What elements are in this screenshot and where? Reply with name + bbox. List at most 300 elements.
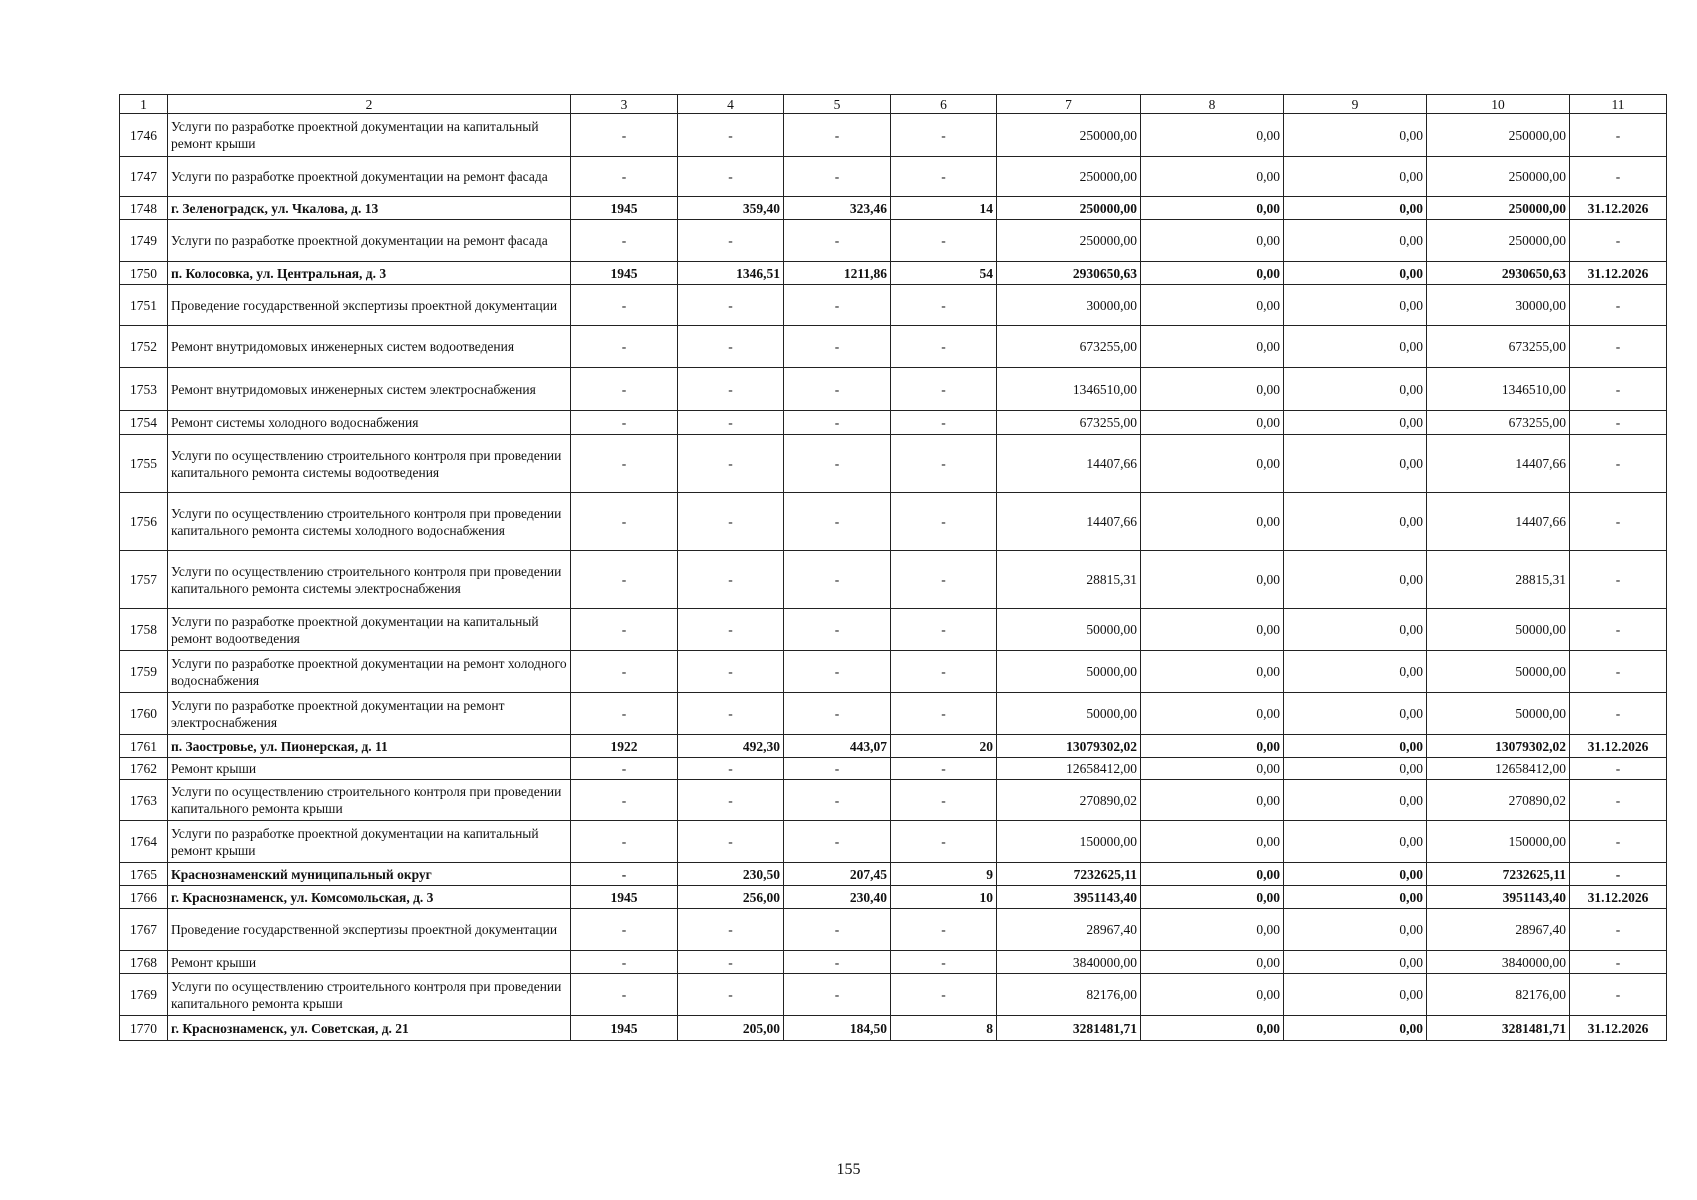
- item-name-cell: Услуги по разработке проектной документации на ремонт фасада: [168, 220, 571, 262]
- regional-funds-cell: 0,00: [1284, 197, 1427, 220]
- item-name-cell: Ремонт внутридомовых инженерных систем водоотведения: [168, 326, 571, 368]
- living-area-cell: -: [784, 651, 891, 693]
- completion-date-cell: -: [1570, 758, 1667, 780]
- residents-cell: -: [891, 220, 997, 262]
- year-cell: -: [571, 114, 678, 157]
- total-area-cell: -: [678, 411, 784, 435]
- federal-funds-cell: 0,00: [1141, 974, 1284, 1016]
- owner-funds-cell: 14407,66: [1427, 493, 1570, 551]
- item-name-cell: г. Краснознаменск, ул. Советская, д. 21: [168, 1016, 571, 1041]
- row-number-cell: 1763: [120, 780, 168, 821]
- item-name-cell: Ремонт внутридомовых инженерных систем электроснабжения: [168, 368, 571, 411]
- year-cell: -: [571, 780, 678, 821]
- regional-funds-cell: 0,00: [1284, 974, 1427, 1016]
- owner-funds-cell: 250000,00: [1427, 197, 1570, 220]
- regional-funds-cell: 0,00: [1284, 735, 1427, 758]
- row-number-cell: 1746: [120, 114, 168, 157]
- table-row: [120, 262, 1667, 285]
- owner-funds-cell: 3840000,00: [1427, 951, 1570, 974]
- total-area-cell: -: [678, 693, 784, 735]
- total-cost-cell: 250000,00: [997, 220, 1141, 262]
- total-area-cell: 256,00: [678, 886, 784, 909]
- item-name-cell: г. Зеленоградск, ул. Чкалова, д. 13: [168, 197, 571, 220]
- column-header-cell: 2: [168, 95, 571, 114]
- completion-date-cell: -: [1570, 326, 1667, 368]
- column-header-cell: 6: [891, 95, 997, 114]
- living-area-cell: 230,40: [784, 886, 891, 909]
- owner-funds-cell: 150000,00: [1427, 821, 1570, 863]
- living-area-cell: -: [784, 974, 891, 1016]
- federal-funds-cell: 0,00: [1141, 368, 1284, 411]
- row-number-cell: 1769: [120, 974, 168, 1016]
- year-cell: 1945: [571, 262, 678, 285]
- row-number-cell: 1766: [120, 886, 168, 909]
- living-area-cell: 184,50: [784, 1016, 891, 1041]
- total-area-cell: 492,30: [678, 735, 784, 758]
- regional-funds-cell: 0,00: [1284, 368, 1427, 411]
- row-number-cell: 1767: [120, 909, 168, 951]
- total-cost-cell: 150000,00: [997, 821, 1141, 863]
- item-name-cell: Ремонт системы холодного водоснабжения: [168, 411, 571, 435]
- total-area-cell: -: [678, 821, 784, 863]
- regional-funds-cell: 0,00: [1284, 220, 1427, 262]
- total-area-cell: -: [678, 609, 784, 651]
- total-area-cell: -: [678, 220, 784, 262]
- table-row: [120, 693, 1667, 735]
- year-cell: -: [571, 220, 678, 262]
- table-row: [120, 493, 1667, 551]
- total-cost-cell: 3281481,71: [997, 1016, 1141, 1041]
- item-name-cell: Услуги по осуществлению строительного контроля при проведении капитального ремонта системы холодного водоснабжения: [168, 493, 571, 551]
- year-cell: 1945: [571, 886, 678, 909]
- residents-cell: -: [891, 609, 997, 651]
- year-cell: -: [571, 974, 678, 1016]
- year-cell: -: [571, 651, 678, 693]
- completion-date-cell: -: [1570, 863, 1667, 886]
- completion-date-cell: -: [1570, 285, 1667, 326]
- residents-cell: -: [891, 974, 997, 1016]
- residents-cell: -: [891, 693, 997, 735]
- total-cost-cell: 673255,00: [997, 326, 1141, 368]
- federal-funds-cell: 0,00: [1141, 609, 1284, 651]
- total-cost-cell: 3840000,00: [997, 951, 1141, 974]
- table-row: [120, 951, 1667, 974]
- residents-cell: -: [891, 821, 997, 863]
- living-area-cell: -: [784, 951, 891, 974]
- completion-date-cell: -: [1570, 368, 1667, 411]
- total-cost-cell: 14407,66: [997, 493, 1141, 551]
- total-area-cell: -: [678, 951, 784, 974]
- item-name-cell: Услуги по разработке проектной документации на капитальный ремонт водоотведения: [168, 609, 571, 651]
- total-cost-cell: 82176,00: [997, 974, 1141, 1016]
- table-row: [120, 651, 1667, 693]
- living-area-cell: -: [784, 693, 891, 735]
- item-name-cell: г. Краснознаменск, ул. Комсомольская, д. 3: [168, 886, 571, 909]
- table-row: [120, 326, 1667, 368]
- row-number-cell: 1770: [120, 1016, 168, 1041]
- row-number-cell: 1751: [120, 285, 168, 326]
- residents-cell: -: [891, 909, 997, 951]
- total-cost-cell: 7232625,11: [997, 863, 1141, 886]
- living-area-cell: 207,45: [784, 863, 891, 886]
- federal-funds-cell: 0,00: [1141, 1016, 1284, 1041]
- living-area-cell: 443,07: [784, 735, 891, 758]
- completion-date-cell: -: [1570, 974, 1667, 1016]
- regional-funds-cell: 0,00: [1284, 780, 1427, 821]
- year-cell: -: [571, 909, 678, 951]
- total-area-cell: 205,00: [678, 1016, 784, 1041]
- year-cell: -: [571, 326, 678, 368]
- regional-funds-cell: 0,00: [1284, 693, 1427, 735]
- item-name-cell: п. Заостровье, ул. Пионерская, д. 11: [168, 735, 571, 758]
- federal-funds-cell: 0,00: [1141, 435, 1284, 493]
- completion-date-cell: -: [1570, 651, 1667, 693]
- total-area-cell: -: [678, 326, 784, 368]
- completion-date-cell: -: [1570, 220, 1667, 262]
- residents-cell: -: [891, 114, 997, 157]
- residents-cell: -: [891, 758, 997, 780]
- table-row: [120, 909, 1667, 951]
- residents-cell: 20: [891, 735, 997, 758]
- owner-funds-cell: 50000,00: [1427, 651, 1570, 693]
- total-cost-cell: 2930650,63: [997, 262, 1141, 285]
- column-header-cell: 11: [1570, 95, 1667, 114]
- table-row: [120, 368, 1667, 411]
- table-row: [120, 821, 1667, 863]
- item-name-cell: Проведение государственной экспертизы проектной документации: [168, 909, 571, 951]
- federal-funds-cell: 0,00: [1141, 197, 1284, 220]
- living-area-cell: 1211,86: [784, 262, 891, 285]
- completion-date-cell: 31.12.2026: [1570, 735, 1667, 758]
- row-number-cell: 1756: [120, 493, 168, 551]
- year-cell: -: [571, 551, 678, 609]
- owner-funds-cell: 50000,00: [1427, 609, 1570, 651]
- table-row: [120, 197, 1667, 220]
- completion-date-cell: -: [1570, 157, 1667, 197]
- table-row: [120, 114, 1667, 157]
- federal-funds-cell: 0,00: [1141, 411, 1284, 435]
- column-header-cell: 10: [1427, 95, 1570, 114]
- total-cost-cell: 12658412,00: [997, 758, 1141, 780]
- total-cost-cell: 30000,00: [997, 285, 1141, 326]
- total-area-cell: -: [678, 493, 784, 551]
- residents-cell: -: [891, 780, 997, 821]
- completion-date-cell: -: [1570, 609, 1667, 651]
- regional-funds-cell: 0,00: [1284, 411, 1427, 435]
- item-name-cell: Услуги по разработке проектной документации на ремонт фасада: [168, 157, 571, 197]
- living-area-cell: -: [784, 157, 891, 197]
- item-name-cell: Краснознаменский муниципальный округ: [168, 863, 571, 886]
- total-area-cell: -: [678, 551, 784, 609]
- column-header-cell: 4: [678, 95, 784, 114]
- total-area-cell: -: [678, 974, 784, 1016]
- completion-date-cell: -: [1570, 951, 1667, 974]
- year-cell: -: [571, 493, 678, 551]
- federal-funds-cell: 0,00: [1141, 758, 1284, 780]
- total-area-cell: -: [678, 435, 784, 493]
- table-row: [120, 863, 1667, 886]
- living-area-cell: -: [784, 326, 891, 368]
- year-cell: 1922: [571, 735, 678, 758]
- year-cell: -: [571, 609, 678, 651]
- item-name-cell: Услуги по осуществлению строительного контроля при проведении капитального ремонта системы электроснабжения: [168, 551, 571, 609]
- column-header-cell: 9: [1284, 95, 1427, 114]
- total-cost-cell: 28815,31: [997, 551, 1141, 609]
- item-name-cell: п. Колосовка, ул. Центральная, д. 3: [168, 262, 571, 285]
- federal-funds-cell: 0,00: [1141, 886, 1284, 909]
- year-cell: -: [571, 951, 678, 974]
- federal-funds-cell: 0,00: [1141, 551, 1284, 609]
- federal-funds-cell: 0,00: [1141, 114, 1284, 157]
- regional-funds-cell: 0,00: [1284, 651, 1427, 693]
- row-number-cell: 1762: [120, 758, 168, 780]
- regional-funds-cell: 0,00: [1284, 262, 1427, 285]
- row-number-cell: 1748: [120, 197, 168, 220]
- row-number-cell: 1761: [120, 735, 168, 758]
- federal-funds-cell: 0,00: [1141, 863, 1284, 886]
- row-number-cell: 1753: [120, 368, 168, 411]
- living-area-cell: -: [784, 114, 891, 157]
- year-cell: -: [571, 368, 678, 411]
- year-cell: -: [571, 693, 678, 735]
- federal-funds-cell: 0,00: [1141, 285, 1284, 326]
- federal-funds-cell: 0,00: [1141, 220, 1284, 262]
- item-name-cell: Ремонт крыши: [168, 951, 571, 974]
- item-name-cell: Услуги по осуществлению строительного контроля при проведении капитального ремонта крыши: [168, 974, 571, 1016]
- living-area-cell: 323,46: [784, 197, 891, 220]
- table-row: [120, 411, 1667, 435]
- total-cost-cell: 250000,00: [997, 114, 1141, 157]
- year-cell: -: [571, 863, 678, 886]
- owner-funds-cell: 13079302,02: [1427, 735, 1570, 758]
- owner-funds-cell: 28967,40: [1427, 909, 1570, 951]
- row-number-cell: 1757: [120, 551, 168, 609]
- row-number-cell: 1755: [120, 435, 168, 493]
- completion-date-cell: -: [1570, 693, 1667, 735]
- completion-date-cell: -: [1570, 551, 1667, 609]
- regional-funds-cell: 0,00: [1284, 821, 1427, 863]
- owner-funds-cell: 1346510,00: [1427, 368, 1570, 411]
- regional-funds-cell: 0,00: [1284, 326, 1427, 368]
- residents-cell: -: [891, 326, 997, 368]
- column-header-cell: 8: [1141, 95, 1284, 114]
- item-name-cell: Ремонт крыши: [168, 758, 571, 780]
- living-area-cell: -: [784, 609, 891, 651]
- total-cost-cell: 28967,40: [997, 909, 1141, 951]
- living-area-cell: -: [784, 285, 891, 326]
- residents-cell: -: [891, 285, 997, 326]
- year-cell: -: [571, 157, 678, 197]
- total-cost-cell: 50000,00: [997, 609, 1141, 651]
- row-number-cell: 1750: [120, 262, 168, 285]
- year-cell: -: [571, 435, 678, 493]
- row-number-cell: 1759: [120, 651, 168, 693]
- owner-funds-cell: 270890,02: [1427, 780, 1570, 821]
- completion-date-cell: -: [1570, 780, 1667, 821]
- completion-date-cell: -: [1570, 909, 1667, 951]
- regional-funds-cell: 0,00: [1284, 1016, 1427, 1041]
- living-area-cell: -: [784, 435, 891, 493]
- completion-date-cell: -: [1570, 493, 1667, 551]
- residents-cell: 14: [891, 197, 997, 220]
- owner-funds-cell: 14407,66: [1427, 435, 1570, 493]
- living-area-cell: -: [784, 909, 891, 951]
- owner-funds-cell: 250000,00: [1427, 220, 1570, 262]
- year-cell: -: [571, 411, 678, 435]
- regional-funds-cell: 0,00: [1284, 909, 1427, 951]
- year-cell: 1945: [571, 1016, 678, 1041]
- residents-cell: 9: [891, 863, 997, 886]
- table-row: [120, 609, 1667, 651]
- owner-funds-cell: 673255,00: [1427, 411, 1570, 435]
- regional-funds-cell: 0,00: [1284, 609, 1427, 651]
- total-cost-cell: 14407,66: [997, 435, 1141, 493]
- federal-funds-cell: 0,00: [1141, 157, 1284, 197]
- total-cost-cell: 13079302,02: [997, 735, 1141, 758]
- table-row: [120, 157, 1667, 197]
- federal-funds-cell: 0,00: [1141, 262, 1284, 285]
- column-header-cell: 1: [120, 95, 168, 114]
- federal-funds-cell: 0,00: [1141, 821, 1284, 863]
- regional-funds-cell: 0,00: [1284, 863, 1427, 886]
- table-row: [120, 551, 1667, 609]
- total-area-cell: -: [678, 651, 784, 693]
- row-number-cell: 1752: [120, 326, 168, 368]
- federal-funds-cell: 0,00: [1141, 326, 1284, 368]
- row-number-cell: 1760: [120, 693, 168, 735]
- row-number-cell: 1747: [120, 157, 168, 197]
- total-area-cell: -: [678, 114, 784, 157]
- completion-date-cell: 31.12.2026: [1570, 197, 1667, 220]
- year-cell: -: [571, 821, 678, 863]
- item-name-cell: Услуги по разработке проектной документации на капитальный ремонт крыши: [168, 114, 571, 157]
- total-area-cell: 359,40: [678, 197, 784, 220]
- residents-cell: -: [891, 493, 997, 551]
- table-row: [120, 220, 1667, 262]
- table-row: [120, 974, 1667, 1016]
- column-number-header-row: [120, 95, 1667, 114]
- total-area-cell: -: [678, 758, 784, 780]
- column-header-cell: 7: [997, 95, 1141, 114]
- row-number-cell: 1768: [120, 951, 168, 974]
- column-header-cell: 5: [784, 95, 891, 114]
- column-header-cell: 3: [571, 95, 678, 114]
- federal-funds-cell: 0,00: [1141, 951, 1284, 974]
- table-row: [120, 780, 1667, 821]
- total-area-cell: 1346,51: [678, 262, 784, 285]
- federal-funds-cell: 0,00: [1141, 651, 1284, 693]
- residents-cell: 54: [891, 262, 997, 285]
- living-area-cell: -: [784, 551, 891, 609]
- capital-repair-table: [119, 94, 1667, 1041]
- total-cost-cell: 270890,02: [997, 780, 1141, 821]
- living-area-cell: -: [784, 220, 891, 262]
- living-area-cell: -: [784, 368, 891, 411]
- item-name-cell: Услуги по разработке проектной документации на ремонт холодного водоснабжения: [168, 651, 571, 693]
- residents-cell: -: [891, 951, 997, 974]
- federal-funds-cell: 0,00: [1141, 909, 1284, 951]
- regional-funds-cell: 0,00: [1284, 157, 1427, 197]
- living-area-cell: -: [784, 411, 891, 435]
- completion-date-cell: 31.12.2026: [1570, 1016, 1667, 1041]
- year-cell: 1945: [571, 197, 678, 220]
- owner-funds-cell: 28815,31: [1427, 551, 1570, 609]
- table-row: [120, 435, 1667, 493]
- table-row: [120, 1016, 1667, 1041]
- federal-funds-cell: 0,00: [1141, 780, 1284, 821]
- owner-funds-cell: 250000,00: [1427, 157, 1570, 197]
- owner-funds-cell: 673255,00: [1427, 326, 1570, 368]
- regional-funds-cell: 0,00: [1284, 886, 1427, 909]
- federal-funds-cell: 0,00: [1141, 493, 1284, 551]
- residents-cell: -: [891, 368, 997, 411]
- row-number-cell: 1765: [120, 863, 168, 886]
- total-area-cell: -: [678, 909, 784, 951]
- owner-funds-cell: 2930650,63: [1427, 262, 1570, 285]
- residents-cell: -: [891, 551, 997, 609]
- total-cost-cell: 250000,00: [997, 197, 1141, 220]
- owner-funds-cell: 12658412,00: [1427, 758, 1570, 780]
- item-name-cell: Услуги по разработке проектной документации на ремонт электроснабжения: [168, 693, 571, 735]
- total-area-cell: -: [678, 780, 784, 821]
- owner-funds-cell: 30000,00: [1427, 285, 1570, 326]
- table-row: [120, 886, 1667, 909]
- item-name-cell: Услуги по осуществлению строительного контроля при проведении капитального ремонта системы водоотведения: [168, 435, 571, 493]
- total-cost-cell: 50000,00: [997, 651, 1141, 693]
- owner-funds-cell: 3281481,71: [1427, 1016, 1570, 1041]
- total-cost-cell: 673255,00: [997, 411, 1141, 435]
- completion-date-cell: 31.12.2026: [1570, 886, 1667, 909]
- federal-funds-cell: 0,00: [1141, 693, 1284, 735]
- regional-funds-cell: 0,00: [1284, 758, 1427, 780]
- completion-date-cell: 31.12.2026: [1570, 262, 1667, 285]
- row-number-cell: 1749: [120, 220, 168, 262]
- total-cost-cell: 3951143,40: [997, 886, 1141, 909]
- living-area-cell: -: [784, 780, 891, 821]
- page-number: 155: [836, 1161, 861, 1178]
- regional-funds-cell: 0,00: [1284, 951, 1427, 974]
- row-number-cell: 1764: [120, 821, 168, 863]
- table-row: [120, 758, 1667, 780]
- item-name-cell: Проведение государственной экспертизы проектной документации: [168, 285, 571, 326]
- owner-funds-cell: 7232625,11: [1427, 863, 1570, 886]
- completion-date-cell: -: [1570, 114, 1667, 157]
- completion-date-cell: -: [1570, 435, 1667, 493]
- table-row: [120, 285, 1667, 326]
- federal-funds-cell: 0,00: [1141, 735, 1284, 758]
- total-cost-cell: 50000,00: [997, 693, 1141, 735]
- owner-funds-cell: 3951143,40: [1427, 886, 1570, 909]
- living-area-cell: -: [784, 821, 891, 863]
- residents-cell: 8: [891, 1016, 997, 1041]
- table-row: [120, 735, 1667, 758]
- regional-funds-cell: 0,00: [1284, 435, 1427, 493]
- year-cell: -: [571, 758, 678, 780]
- total-area-cell: -: [678, 285, 784, 326]
- completion-date-cell: -: [1570, 411, 1667, 435]
- residents-cell: -: [891, 651, 997, 693]
- item-name-cell: Услуги по разработке проектной документации на капитальный ремонт крыши: [168, 821, 571, 863]
- row-number-cell: 1754: [120, 411, 168, 435]
- regional-funds-cell: 0,00: [1284, 114, 1427, 157]
- living-area-cell: -: [784, 758, 891, 780]
- item-name-cell: Услуги по осуществлению строительного контроля при проведении капитального ремонта крыши: [168, 780, 571, 821]
- total-area-cell: -: [678, 368, 784, 411]
- owner-funds-cell: 82176,00: [1427, 974, 1570, 1016]
- residents-cell: 10: [891, 886, 997, 909]
- owner-funds-cell: 250000,00: [1427, 114, 1570, 157]
- total-area-cell: -: [678, 157, 784, 197]
